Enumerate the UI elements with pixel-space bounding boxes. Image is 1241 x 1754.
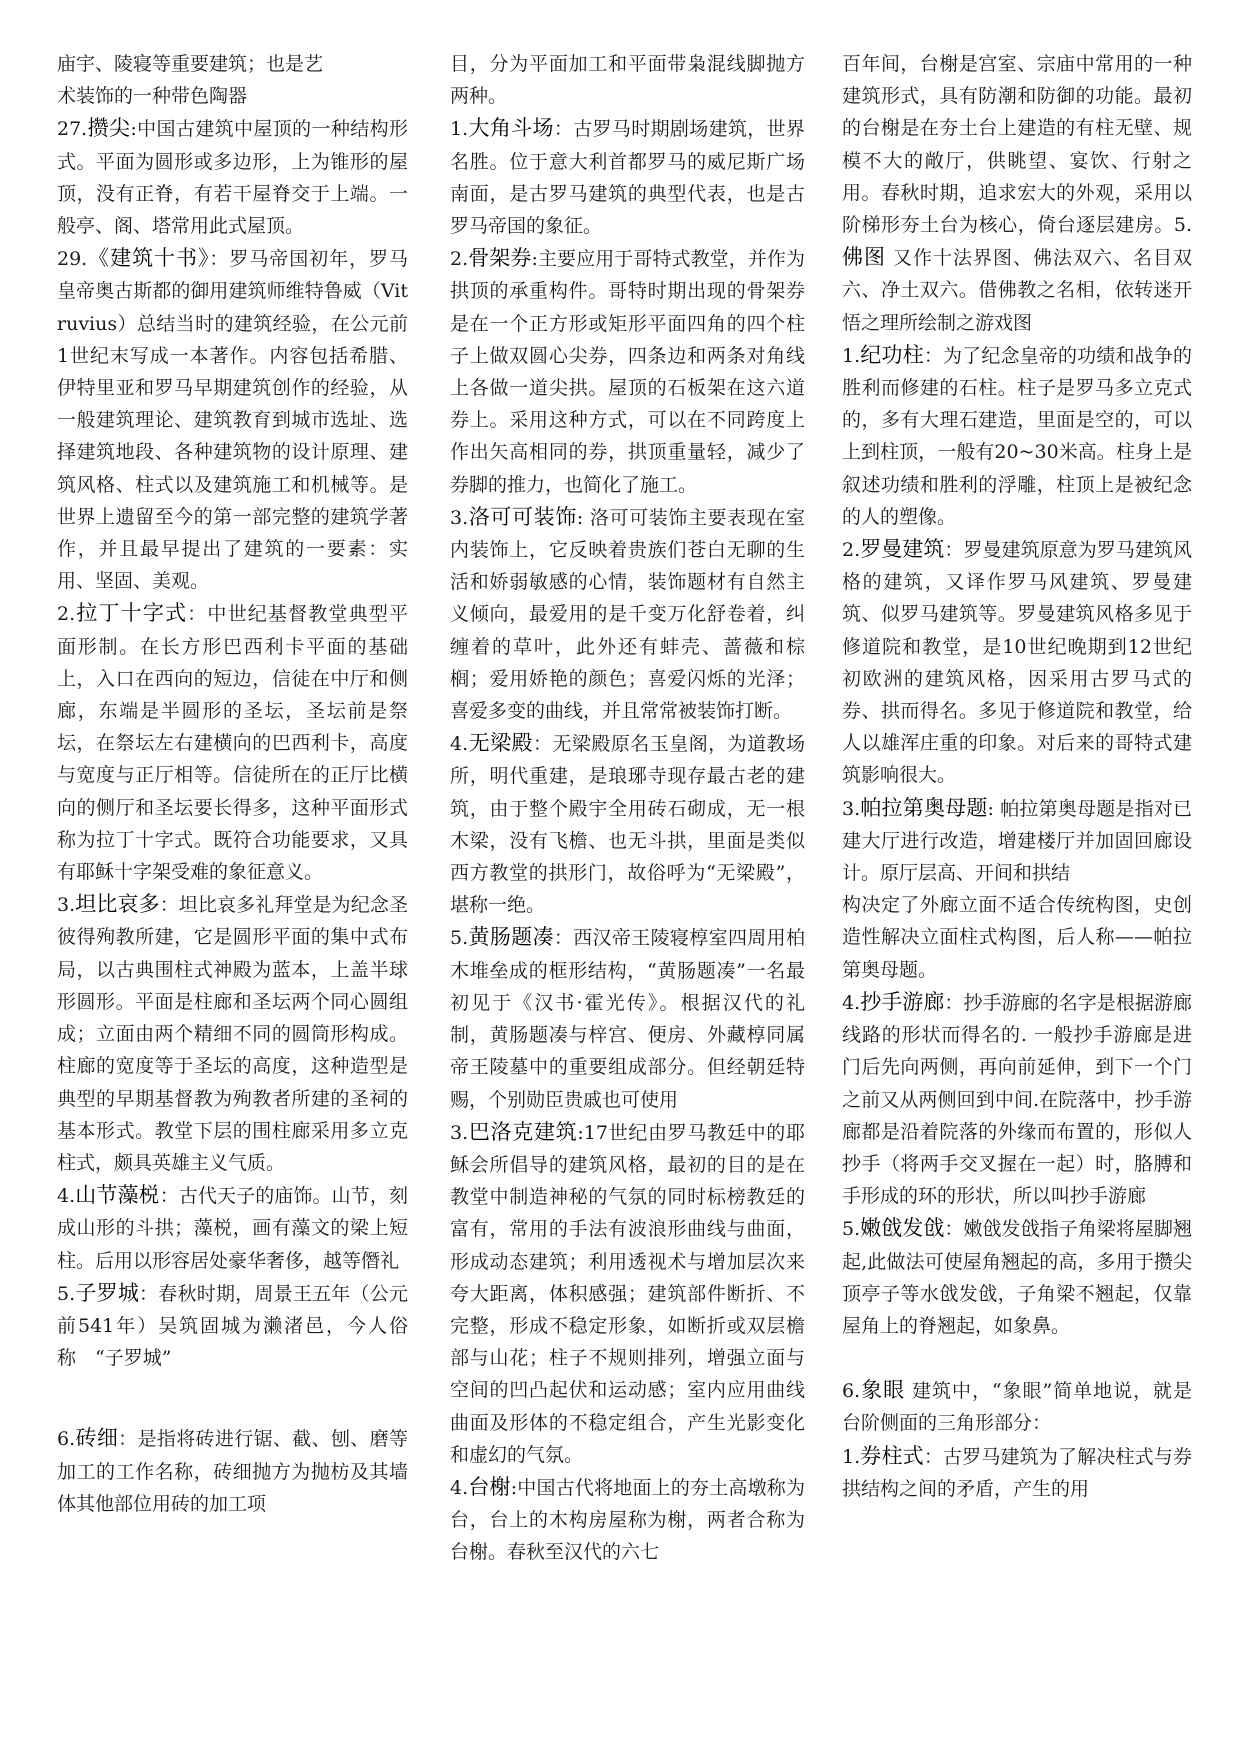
entry-text: ：坦比哀多礼拜堂是为纪念圣彼得殉教所建，它是圆形平面的集中式布局，以古典围柱式神殿为蓝本，上盖半球形圆形。平面是柱廊和圣坛两个同心圆组成；立面由两个精细不同的圆筒形构成。柱廊的宽度等于圣坛的高度，这种造型是典型的早期基督教为殉教者所建的圣祠的基本形式。教堂下层的围柱廊采用多立克柱式，颇具英雄主义气质。	[57, 894, 408, 1174]
entry-gujiaquan	[450, 242, 805, 501]
entry-number: 6.	[842, 1380, 861, 1403]
entry-huangchang-ticou	[450, 921, 805, 1115]
entry-number: 3.	[842, 797, 861, 820]
entry-number: 27.	[57, 118, 88, 141]
entry-number: 1.	[842, 1445, 861, 1468]
entry-term: 黄肠题凑	[468, 925, 554, 950]
entry-number: 4.	[450, 1476, 469, 1499]
entry-number: 2.	[842, 539, 861, 562]
entry-quanzhushi	[842, 1440, 1192, 1505]
entry-term: 纪功柱	[860, 342, 924, 367]
entry-text: 庙宇、陵寝等重要建筑；也是艺	[57, 53, 324, 75]
entry-rococo	[450, 501, 805, 727]
entry-number: 4.	[842, 991, 861, 1014]
entry-continuation	[842, 889, 1192, 986]
entry-term: 子罗城	[75, 1280, 140, 1305]
entry-number: 1.	[842, 344, 861, 367]
entry-number: 2.	[450, 248, 469, 271]
entry-text: ：古罗马建筑为了解决柱式与券拱结构之间的矛盾，产生的用	[842, 1445, 1192, 1500]
entry-number: 5.	[450, 927, 469, 950]
entry-number: 4.	[57, 1185, 76, 1208]
entry-continuation-futu	[842, 48, 1192, 339]
entry-term: 骨架券	[468, 246, 532, 271]
entry-number: 29.	[57, 248, 88, 271]
entry-text: ：古代天子的庙饰。山节，刻成山形的斗拱；藻棁，画有藻文的梁上短柱。后用以形容居处豪华奢侈，越等僭礼	[57, 1185, 408, 1272]
entry-term: 大角斗场	[468, 116, 554, 141]
entry-number: 3.	[450, 506, 469, 529]
entry-text: ：罗马帝国初年，罗马皇帝奥古斯都的御用建筑师维特鲁威（Vitruvius）总结当时的建筑经验，在公元前1世纪末写成一本著作。内容包括希腊、伊特里亚和罗马早期建筑创作的经验，从一般建筑理论、建筑教育到城市选址、选择建筑地段、各种建筑物的设计原理、建筑风格、柱式以及建筑施工和机械等。是世界上遗留至今的第一部完整的建筑学著作，并且最早提出了建筑的一要素：实用、坚固、美观。	[57, 248, 408, 593]
text-column-1	[57, 48, 408, 1520]
entry-text: ：嫩戗发戗指子角梁将屋脚翘起,此做法可使屋角翘起的高，多用于攒尖顶亭子等水戗发戗，子角梁不翘起，仅靠屋角上的脊翘起，如象鼻。	[842, 1218, 1192, 1337]
entry-dajiaodouchang	[450, 112, 805, 242]
entry-term: 台榭	[468, 1474, 511, 1499]
entry-jianzhu-shishu	[57, 242, 408, 597]
blank-space	[57, 1374, 408, 1422]
entry-term: 巴洛克建筑	[468, 1119, 578, 1144]
entry-term: 拉丁十字式	[75, 601, 188, 626]
entry-chaoshou-youlang	[842, 986, 1192, 1212]
entry-text: : 帕拉第奥母题是指对已建大厅进行改造，增建楼厅并加固回廊设计。原厅层高、开间和拱结	[842, 797, 1192, 885]
entry-text: ：无梁殿原名玉皇阁，为道教场所，明代重建，是琅琊寺现存最古老的建筑，由于整个殿宇全用砖石砌成，无一根木梁，没有飞檐、也无斗拱，里面是类似西方教堂的拱形门，故俗呼为“无梁殿”，堪称一绝。	[450, 733, 805, 917]
text-column-2	[450, 48, 805, 1569]
entry-zhuanxi	[57, 1422, 408, 1520]
entry-text: 术装饰的一种带色陶器	[57, 85, 248, 108]
entry-text: ：古罗马时期剧场建筑，世界名胜。位于意大利首都罗马的威尼斯广场南面，是古罗马建筑的典型代表，也是古罗马帝国的象征。	[450, 118, 805, 238]
entry-text: ：中世纪基督教堂典型平面形制。在长方形巴西利卡平面的基础上，入口在西向的短边，信徒在中厅和侧廊，东端是半圆形的圣坛，圣坛前是祭坛，在祭坛左右建横向的巴西利卡，高度与宽度与正厅相等。信徒所在的正厅比横向的侧厅和圣坛要长得多，这种平面形式称为拉丁十字式。既符合功能要求，又具有耶稣十字架受难的象征意义。	[57, 603, 408, 884]
entry-term: 砖细	[75, 1426, 119, 1451]
entry-text: 构决定了外廊立面不适合传统构图，史创造性解决立面柱式构图，后人称——帕拉第奥母题。	[842, 894, 1192, 981]
entry-number: 5.	[842, 1218, 861, 1241]
text-column-3	[842, 48, 1192, 1505]
entry-term: 券柱式	[860, 1443, 924, 1468]
entry-wuliangdian	[450, 727, 805, 921]
entry-text: ：抄手游廊的名字是根据游廊线路的形状而得名的. 一般抄手游廊是进门后先向两侧，再向前延伸，到下一个门之前又从两侧回到中间.在院落中，抄手游廊都是沿着院落的外缘而布置的，形似人抄手（将两手交叉握在一起）时，胳膊和手形成的环的形状，所以叫抄手游廊	[842, 991, 1192, 1208]
entry-text: :中国古建筑中屋顶的一种结构形式。平面为圆形或多边形，上为锥形的屋顶，没有正脊，有若干屋脊交于上端。一般亭、阁、塔常用此式屋顶。	[57, 118, 408, 238]
entry-lading-shizishi	[57, 597, 408, 888]
entry-number: 2.	[57, 603, 76, 626]
entry-number: 1.	[450, 118, 469, 141]
entry-continuation	[450, 48, 805, 112]
entry-term: 抄手游廊	[860, 989, 945, 1014]
entry-text: : 洛可可装饰主要表现在室内装饰上，它反映着贵族们苍白无聊的生活和娇弱敏感的心情，装饰题材有自然主义倾向，最爱用的是千变万化舒卷着，纠缠着的草叶，此外还有蚌壳、蔷薇和棕榈；爱用娇艳的颜色；喜爱闪烁的光泽；喜爱多变的曲线，并且常常被装饰打断。	[450, 506, 806, 723]
entry-number: 3.	[450, 1121, 469, 1144]
entry-continuation	[57, 48, 408, 80]
entry-term: 罗曼建筑	[860, 537, 945, 562]
entry-term: 象眼	[860, 1378, 906, 1403]
entry-number: 4.	[450, 733, 469, 756]
entry-text: 目，分为平面加工和平面带枭混线脚抛方两种。	[450, 53, 805, 108]
entry-zanjian	[57, 112, 408, 242]
entry-tanbiaiduo	[57, 888, 408, 1179]
entry-continuation	[57, 80, 408, 112]
entry-xiangyan	[842, 1374, 1192, 1439]
entry-taixie	[450, 1471, 805, 1569]
entry-ziluocheng	[57, 1277, 408, 1375]
entry-text: ：为了纪念皇帝的功绩和战争的胜利而修建的石柱。柱子是罗马多立克式的，多有大理石建造，里面是空的，可以上到柱顶，一般有20~30米高。柱身上是叙述功绩和胜利的浮雕，柱顶上是被纪念的人的塑像。	[842, 344, 1192, 528]
entry-term: 洛可可装饰	[468, 504, 577, 529]
entry-nenqiang-faqiang	[842, 1212, 1192, 1342]
entry-text: ：是指将砖进行锯、截、刨、磨等加工的工作名称，砖细抛方为抛枋及其墙体其他部位用砖的加工项	[57, 1428, 408, 1515]
entry-text: :中国古代将地面上的夯土高墩称为台，台上的木构房屋称为榭，两者合称为台榭。春秋至汉代的六七	[450, 1476, 805, 1564]
entry-text: ：春秋时期，周景王五年（公元前541年）吴筑固城为濑渚邑，今人俗称 “子罗城”	[57, 1282, 408, 1370]
entry-text: 百年间，台榭是宫室、宗庙中常用的一种建筑形式，具有防潮和防御的功能。最初的台榭是在夯土台上建造的有柱无壁、规模不大的敞厅，供眺望、宴饮、行射之用。春秋时期，追求宏大的外观，采用以阶梯形夯土台为核心，倚台逐层建房。5.	[842, 53, 1192, 237]
entry-jigongzhu	[842, 339, 1192, 533]
entry-baroque	[450, 1116, 805, 1471]
entry-number: 6.	[57, 1428, 76, 1451]
entry-term: 帕拉第奥母题	[860, 795, 988, 820]
blank-space	[842, 1342, 1192, 1374]
entry-shanjie-zaozhuo	[57, 1179, 408, 1277]
entry-palladian-motif	[842, 792, 1192, 890]
entry-term: 山节藻棁	[75, 1183, 160, 1208]
entry-text: :17世纪由罗马教廷中的耶稣会所倡导的建筑风格，最初的目的是在教堂中制造神秘的气氛的同时标榜教廷的富有，常用的手法有波浪形曲线与曲面，形成动态建筑；利用透视术与增加层次来夸大距离，体积感强；建筑部件断折、不完整，形成不稳定形象，如断折或双层檐部与山花；柱子不规则排列，增强立面与空间的凹凸起伏和运动感；室内应用曲线曲面及形体的不稳定组合，产生光影变化和虚幻的气氛。	[450, 1121, 805, 1466]
entry-number: 5.	[57, 1282, 76, 1305]
entry-text: 建筑中，“象眼”简单地说，就是台阶侧面的三角形部分：	[842, 1380, 1193, 1435]
entry-text: ：罗曼建筑原意为罗马建筑风格的建筑，又译作罗马风建筑、罗曼建筑、似罗马建筑等。罗曼建筑风格多见于修道院和教堂，是10世纪晚期到12世纪初欧洲的建筑风格，因采用古罗马式的券、拱而得名。多见于修道院和教堂，给人以雄浑庄重的印象。对后来的哥特式建筑影响很大。	[842, 539, 1192, 787]
entry-term: 《建筑十书》	[87, 246, 210, 271]
entry-text: ：西汉帝王陵寝椁室四周用柏木堆垒成的框形结构，“黄肠题凑”一名最初见于《汉书·霍光传》。根据汉代的礼制，黄肠题凑与梓宫、便房、外藏椁同属帝王陵墓中的重要组成部分。但经朝廷特赐，个别勋臣贵戚也可使用	[450, 927, 805, 1111]
entry-term: 佛图	[842, 245, 886, 270]
entry-term: 坦比哀多	[75, 892, 160, 917]
entry-term: 嫩戗发戗	[860, 1216, 945, 1241]
entry-text: 又作十法界图、佛法双六、名目双六、净土双六。借佛教之名相，依转迷开悟之理所绘制之游戏图	[842, 247, 1192, 334]
entry-number: 3.	[57, 894, 76, 917]
entry-romanesque	[842, 533, 1192, 792]
entry-term: 攒尖	[87, 116, 131, 141]
entry-text: :主要应用于哥特式教堂，并作为拱顶的承重构件。哥特时期出现的骨架券是在一个正方形或矩形平面四角的四个柱子上做双圆心尖券，四条边和两条对角线上各做一道尖拱。屋顶的石板架在这六道券上。采用这种方式，可以在不同跨度上作出矢高相同的券，拱顶重量轻，减少了券脚的推力，也简化了施工。	[450, 248, 806, 496]
entry-term: 无梁殿	[468, 731, 533, 756]
